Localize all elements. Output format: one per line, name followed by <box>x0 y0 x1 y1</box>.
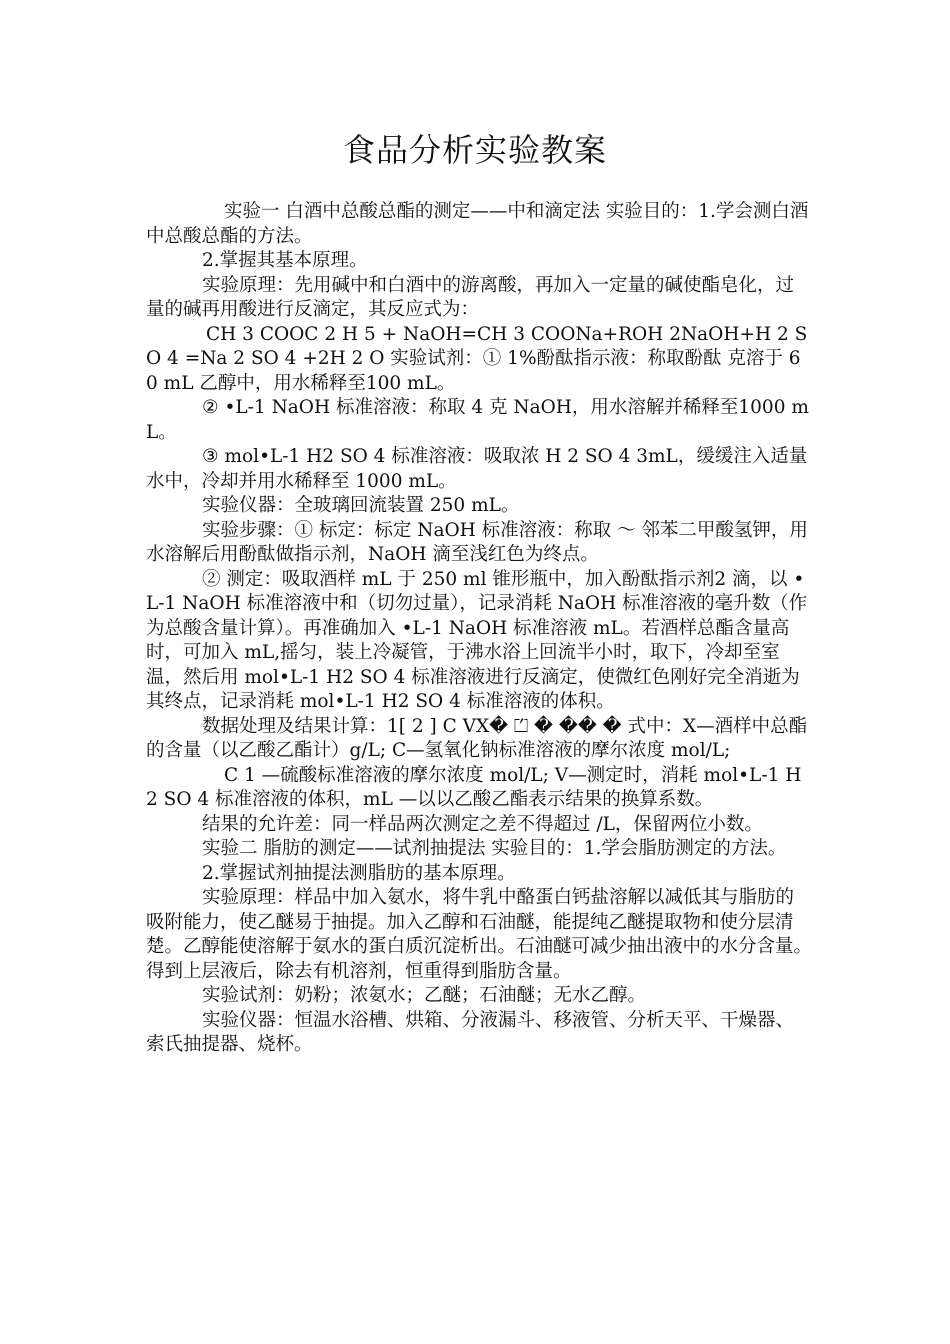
paragraph-exp2-reagents: 实验试剂：奶粉；浓氨水；乙醚；石油醚；无水乙醇。 <box>202 985 647 1006</box>
paragraph-exp1-naoh-solution: ② •L-1 NaOH 标准溶液：称取 4 克 NaOH，用水溶解并稀释至1000 mL。 <box>146 397 809 443</box>
paragraph-exp1-reaction-reagents: CH 3 COOC 2 H 5 + NaOH=CH 3 COONa+ROH 2NaOH+H 2 SO 4 =Na 2 SO 4 +2H 2 O 实验试剂：① 1%酚酞指示液：称取酚酞 克溶于 60 mL 乙醇中，用水稀释至100 mL。 <box>146 323 808 394</box>
paragraph-exp2-principle: 实验原理：样品中加入氨水，将牛乳中酪蛋白钙盐溶解以减低其与脂肪的吸附能力，使乙醚易于抽提。加入乙醇和石油醚，能提纯乙醚提取物和使分层清楚。乙醇能使溶解于氨水的蛋白质沉淀析出。石油醚可减少抽出液中的水分含量。得到上层液后，除去有机溶剂，恒重得到脂肪含量。 <box>146 887 813 982</box>
paragraph-exp1-h2so4-solution: ③ mol•L-1 H2 SO 4 标准溶液：吸取浓 H 2 SO 4 3mL，缓缓注入适量水中，冷却并用水稀释至 1000 mL。 <box>146 446 808 492</box>
paragraph-exp1-step-calibrate: 实验步骤：① 标定：标定 NaOH 标准溶液：称取 ～ 邻苯二甲酸氢钾，用水溶解后用酚酞做指示剂，NaOH 滴至浅红色为终点。 <box>146 519 808 565</box>
paragraph-exp1-step-measure: ② 测定：吸取酒样 mL 于 250 ml 锥形瓶中，加入酚酞指示剂2 滴，以 •L-1 NaOH 标准溶液中和（切勿过量），记录消耗 NaOH 标准溶液的毫升数（作为总酸含量计算）。再准确加入 •L-1 NaOH 标准溶液 mL。若酒样总酯含量高时，可加入 mL,摇匀，装上冷凝管，于沸水浴上回流半小时，取下，冷却至室温，然后用 mol•L-1 H2 SO 4 标准溶液进行反滴定，使微红色刚好完全消逝为其终点，记录消耗 mol•L-1 H2 SO 4 标准溶液的体积。 <box>146 568 808 712</box>
paragraph-exp1-variables: C 1 —硫酸标准溶液的摩尔浓度 mol/L; V—测定时，消耗 mol•L-1 H2 SO 4 标准溶液的体积，mL —以以乙酸乙酯表示结果的换算系数。 <box>146 764 802 810</box>
paragraph-exp2-heading: 实验二 脂肪的测定——试剂抽提法 实验目的：1.学会脂肪测定的方法。 <box>202 838 787 859</box>
document-title: 食品分析实验教案 <box>342 131 607 169</box>
paragraph-exp1-calculation: 数据处理及结果计算：1[ 2 ] C VX� ⏍ � �� � 式中：X—酒样中总酯的含量（以乙酸乙酯计）g/L; C—氢氧化钠标准溶液的摩尔浓度 mol/L; <box>146 715 808 761</box>
paragraph-exp1-goal2: 2.掌握其基本原理。 <box>202 250 368 271</box>
document-body <box>146 200 812 1058</box>
paragraph-exp2-goal2: 2.掌握试剂抽提法测脂肪的基本原理。 <box>202 862 516 884</box>
paragraph-exp1-principle: 实验原理：先用碱中和白酒中的游离酸，再加入一定量的碱使酯皂化，过量的碱再用酸进行反滴定，其反应式为： <box>146 274 795 320</box>
paragraph-exp1-apparatus: 实验仪器：全玻璃回流装置 250 mL。 <box>202 495 520 516</box>
paragraph-exp2-apparatus: 实验仪器：恒温水浴槽、烘箱、分液漏斗、移液管、分析天平、干燥器、索氏抽提器、烧杯。 <box>146 1009 795 1055</box>
paragraph-exp1-heading: 实验一 白酒中总酸总酯的测定——中和滴定法 实验目的：1.学会测白酒中总酸总酯的方法。 <box>146 201 809 247</box>
paragraph-exp1-tolerance: 结果的允许差：同一样品两次测定之差不得超过 /L，保留两位小数。 <box>202 813 763 835</box>
